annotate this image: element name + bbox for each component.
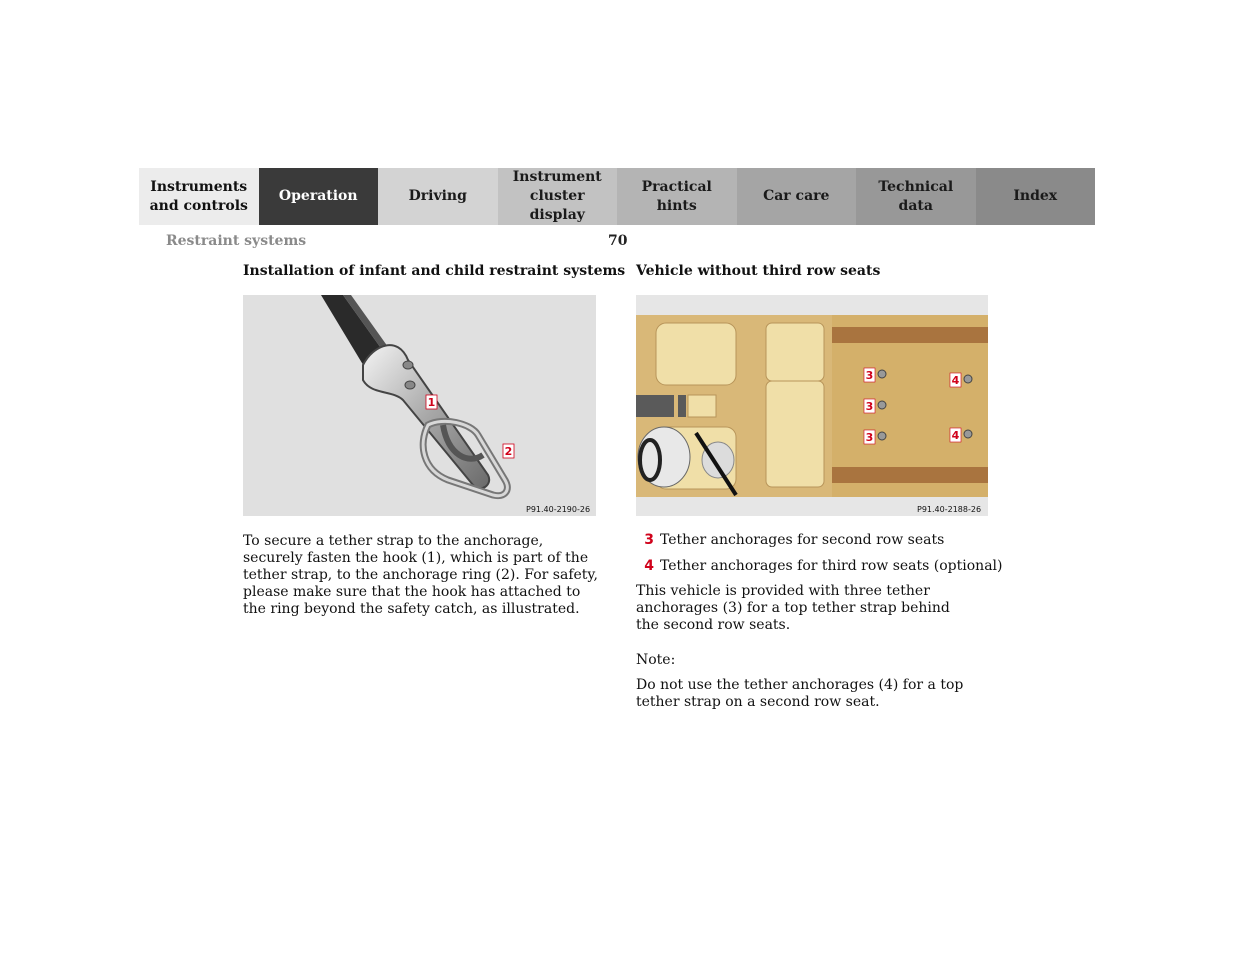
legend-number: 3 bbox=[644, 532, 654, 548]
vehicle-top-view-illustration bbox=[636, 295, 988, 516]
right-paragraph-2: Do not use the tether anchorages (4) for a top tether strap on a second row seat. bbox=[636, 677, 964, 710]
callout-1: 1 bbox=[427, 396, 436, 409]
tab-label: Practical hints bbox=[641, 178, 712, 214]
legend-item-3 bbox=[636, 532, 944, 549]
callout-4b: 4 bbox=[951, 429, 960, 442]
callout-2: 2 bbox=[504, 445, 513, 458]
tab-label: Car care bbox=[763, 188, 830, 204]
page-number: 70 bbox=[608, 233, 628, 249]
section-title: Restraint systems bbox=[166, 233, 307, 249]
tab-car-care[interactable] bbox=[737, 168, 857, 225]
right-paragraph-1: This vehicle is provided with three tether anchorages (3) for a top tether strap behind the second row seats. bbox=[636, 583, 950, 633]
tab-index[interactable] bbox=[976, 168, 1096, 225]
tab-technical-data[interactable] bbox=[856, 168, 976, 225]
left-heading: Installation of infant and child restraint systems bbox=[243, 263, 626, 279]
tab-practical-hints[interactable] bbox=[617, 168, 737, 225]
tab-label: Driving bbox=[408, 188, 467, 204]
tether-hook-illustration bbox=[243, 295, 596, 516]
callout-3b: 3 bbox=[865, 400, 874, 413]
vehicle-interior-drawing bbox=[636, 295, 988, 516]
tab-label: Operation bbox=[278, 188, 358, 204]
tab-label: Technical data bbox=[878, 178, 954, 214]
note-label: Note: bbox=[636, 652, 676, 668]
right-heading: Vehicle without third row seats bbox=[636, 263, 881, 279]
tab-instrument-cluster-display[interactable] bbox=[498, 168, 618, 225]
tab-label: Instrument cluster display bbox=[512, 169, 602, 223]
callout-3a: 3 bbox=[865, 369, 874, 382]
figure-code: P91.40-2190-26 bbox=[526, 505, 591, 514]
legend-text: Tether anchorages for second row seats bbox=[660, 532, 945, 548]
legend-item-4 bbox=[636, 558, 1002, 575]
figure-code: P91.40-2188-26 bbox=[917, 505, 982, 514]
tab-driving[interactable] bbox=[378, 168, 498, 225]
legend-number: 4 bbox=[644, 558, 654, 574]
tab-operation[interactable] bbox=[259, 168, 379, 225]
chapter-tabs bbox=[139, 168, 1095, 225]
tab-label: Instruments and controls bbox=[149, 178, 248, 214]
callout-3c: 3 bbox=[865, 431, 874, 444]
legend-text: Tether anchorages for third row seats (optional) bbox=[660, 558, 1003, 574]
left-paragraph: To secure a tether strap to the anchorage, securely fasten the hook (1), which is part of the tether strap, to the anchorage ring (2). For safety, please make sure that the hook has attached to the ring beyond the safety catch, as illustrated. bbox=[243, 533, 598, 617]
callout-4a: 4 bbox=[951, 374, 960, 387]
tab-instruments-and-controls[interactable] bbox=[139, 168, 259, 225]
tab-label: Index bbox=[1013, 188, 1058, 204]
tether-hook-drawing bbox=[243, 295, 596, 516]
